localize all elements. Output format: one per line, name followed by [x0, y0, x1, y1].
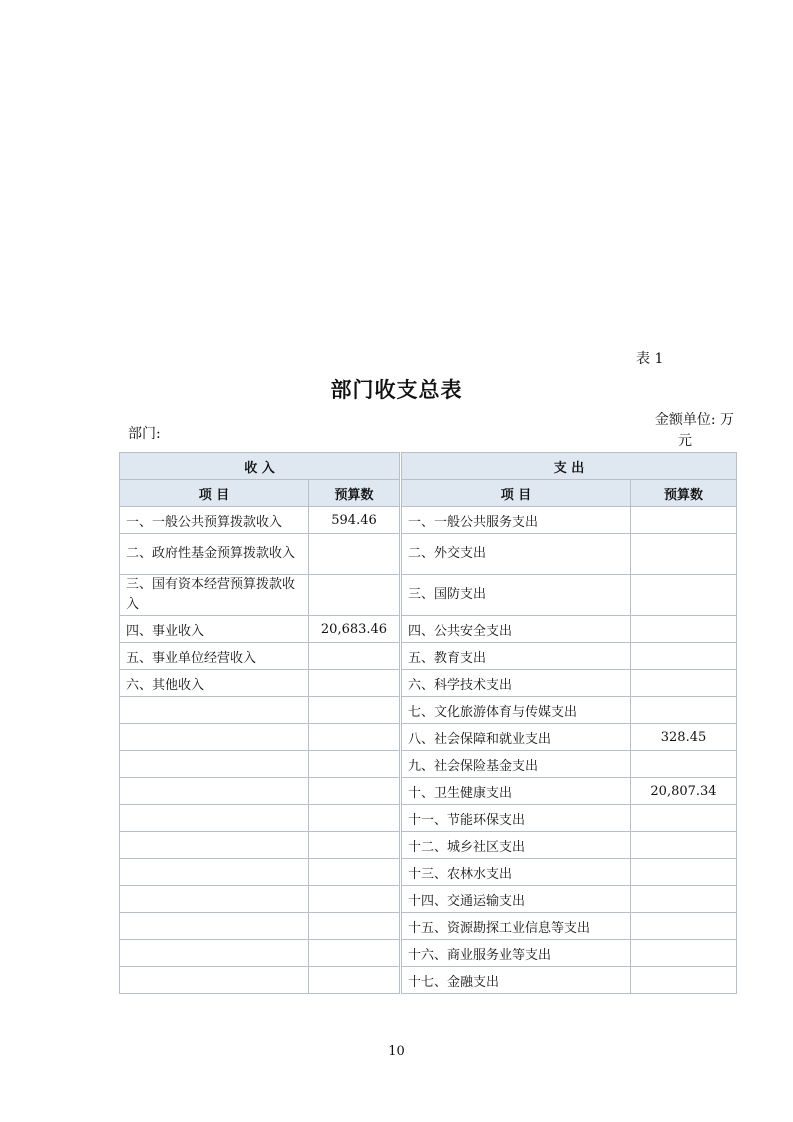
table-row [120, 913, 737, 940]
expense-budget-cell [631, 534, 737, 575]
income-item-cell [120, 832, 309, 859]
income-budget-cell [309, 643, 401, 670]
table-row [120, 724, 737, 751]
income-budget-cell [309, 940, 401, 967]
expense-budget-cell [631, 805, 737, 832]
income-item-cell: 六、其他收入 [120, 670, 309, 697]
income-budget-cell [309, 859, 401, 886]
expense-budget-cell [631, 670, 737, 697]
income-item-cell: 二、政府性基金预算拨款收入 [120, 534, 309, 575]
revenue-expenditure-table [119, 452, 737, 994]
expense-budget-cell [631, 967, 737, 994]
expense-budget-cell [631, 751, 737, 778]
income-budget-cell [309, 913, 401, 940]
table-row [120, 534, 737, 575]
table-row [120, 670, 737, 697]
income-item-cell: 一、一般公共预算拨款收入 [120, 507, 309, 534]
expense-item-cell: 十三、农林水支出 [401, 859, 631, 886]
income-item-cell [120, 751, 309, 778]
income-item-cell: 四、事业收入 [120, 616, 309, 643]
department-label: 部门: [128, 426, 161, 442]
expense-item-cell: 十四、交通运输支出 [401, 886, 631, 913]
income-budget-cell: 20,683.46 [309, 616, 401, 643]
income-item-column-header: 项 目 [120, 480, 309, 507]
table-row [120, 751, 737, 778]
expense-budget-cell [631, 616, 737, 643]
expense-item-cell: 十二、城乡社区支出 [401, 832, 631, 859]
expense-budget-cell [631, 697, 737, 724]
income-item-cell [120, 697, 309, 724]
income-budget-cell [309, 534, 401, 575]
income-budget-cell [309, 805, 401, 832]
income-item-cell [120, 913, 309, 940]
table-number: 表 1 [636, 351, 664, 367]
income-item-cell [120, 778, 309, 805]
table-row [120, 859, 737, 886]
income-section-header: 收 入 [120, 453, 401, 480]
income-budget-cell [309, 575, 401, 616]
expense-item-column-header: 项 目 [401, 480, 631, 507]
amount-unit-line2: 元 [678, 433, 692, 449]
table-row [120, 697, 737, 724]
table-row [120, 643, 737, 670]
expense-item-cell: 一、一般公共服务支出 [401, 507, 631, 534]
table-row [120, 967, 737, 994]
expense-budget-cell [631, 886, 737, 913]
income-item-cell [120, 886, 309, 913]
expense-budget-cell [631, 913, 737, 940]
expense-item-cell: 七、文化旅游体育与传媒支出 [401, 697, 631, 724]
income-item-cell [120, 859, 309, 886]
expense-item-cell: 十五、资源勘探工业信息等支出 [401, 913, 631, 940]
table-row [120, 778, 737, 805]
income-budget-cell [309, 697, 401, 724]
expense-item-cell: 十一、节能环保支出 [401, 805, 631, 832]
expense-budget-cell: 328.45 [631, 724, 737, 751]
income-item-cell [120, 805, 309, 832]
table-row [120, 575, 737, 616]
table-row [120, 507, 737, 534]
table-row [120, 886, 737, 913]
expense-item-cell: 二、外交支出 [401, 534, 631, 575]
expense-budget-cell [631, 832, 737, 859]
expense-budget-cell [631, 507, 737, 534]
income-budget-cell [309, 967, 401, 994]
expense-item-cell: 九、社会保险基金支出 [401, 751, 631, 778]
expense-item-cell: 十、卫生健康支出 [401, 778, 631, 805]
income-budget-cell [309, 670, 401, 697]
income-budget-cell [309, 724, 401, 751]
page-title: 部门收支总表 [330, 378, 463, 402]
amount-unit-line1: 金额单位: 万 [654, 412, 734, 428]
expense-item-cell: 八、社会保障和就业支出 [401, 724, 631, 751]
income-item-cell [120, 967, 309, 994]
expense-budget-cell [631, 643, 737, 670]
expense-budget-cell [631, 859, 737, 886]
table-row [120, 616, 737, 643]
expense-budget-column-header: 预算数 [631, 480, 737, 507]
expense-item-cell: 六、科学技术支出 [401, 670, 631, 697]
expense-item-cell: 四、公共安全支出 [401, 616, 631, 643]
table-row [120, 805, 737, 832]
expense-budget-cell [631, 940, 737, 967]
expense-budget-cell [631, 575, 737, 616]
expense-item-cell: 十六、商业服务业等支出 [401, 940, 631, 967]
income-item-cell [120, 940, 309, 967]
income-budget-cell [309, 778, 401, 805]
page-number: 10 [388, 1044, 405, 1059]
income-budget-cell [309, 751, 401, 778]
expense-section-header: 支 出 [401, 453, 737, 480]
income-item-cell: 三、国有资本经营预算拨款收入 [120, 575, 309, 616]
income-budget-cell [309, 886, 401, 913]
income-budget-column-header: 预算数 [309, 480, 401, 507]
table-row [120, 940, 737, 967]
table-row [120, 832, 737, 859]
income-budget-cell: 594.46 [309, 507, 401, 534]
expense-item-cell: 三、国防支出 [401, 575, 631, 616]
expense-item-cell: 十七、金融支出 [401, 967, 631, 994]
expense-item-cell: 五、教育支出 [401, 643, 631, 670]
expense-budget-cell: 20,807.34 [631, 778, 737, 805]
income-budget-cell [309, 832, 401, 859]
income-item-cell: 五、事业单位经营收入 [120, 643, 309, 670]
income-item-cell [120, 724, 309, 751]
amount-unit-label [638, 410, 734, 452]
